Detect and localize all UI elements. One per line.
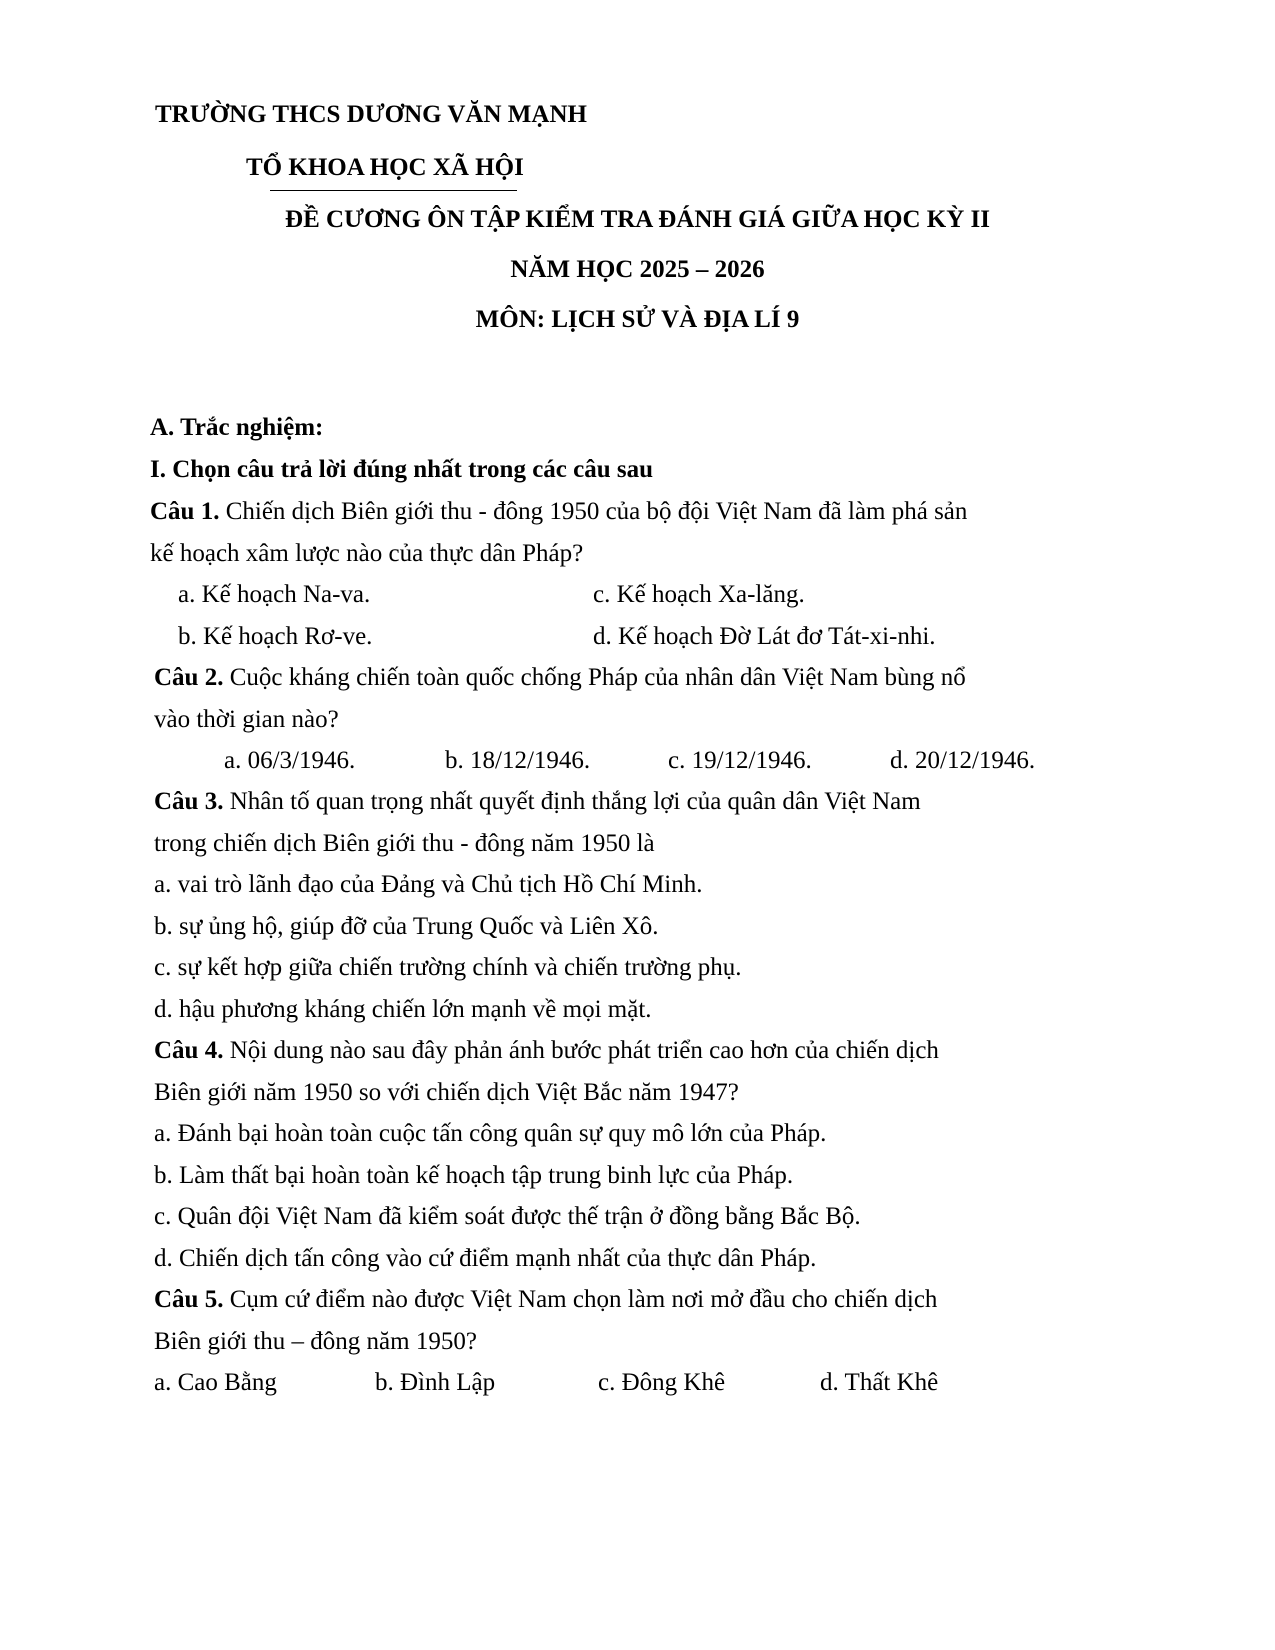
question-3-line-2: trong chiến dịch Biên giới thu - đông năm 1950 là <box>154 830 655 857</box>
question-5-option-d: d. Thất Khê <box>820 1369 939 1396</box>
question-5-option-a: a. Cao Bằng <box>154 1369 277 1396</box>
department-name: TỔ KHOA HỌC XÃ HỘI <box>246 154 524 181</box>
school-year: NĂM HỌC 2025 – 2026 <box>510 256 765 283</box>
question-5-option-c: c. Đông Khê <box>598 1369 726 1396</box>
department-underline <box>270 190 517 191</box>
question-4-line-2: Biên giới năm 1950 so với chiến dịch Việt Bắc năm 1947? <box>154 1079 739 1106</box>
question-1-option-a: a. Kế hoạch Na-va. <box>178 581 371 608</box>
question-3-option-c: c. sự kết hợp giữa chiến trường chính và chiến trường phụ. <box>154 954 742 981</box>
question-1-option-b: b. Kế hoạch Rơ-ve. <box>178 623 373 650</box>
school-name: TRƯỜNG THCS DƯƠNG VĂN MẠNH <box>155 101 587 128</box>
question-4-option-a: a. Đánh bại hoàn toàn cuộc tấn công quân sự quy mô lớn của Pháp. <box>154 1120 827 1147</box>
question-4-line-1 <box>154 1036 939 1066</box>
question-4-option-b: b. Làm thất bại hoàn toàn kế hoạch tập trung binh lực của Pháp. <box>154 1162 794 1189</box>
question-3-option-a: a. vai trò lãnh đạo của Đảng và Chủ tịch Hồ Chí Minh. <box>154 871 703 898</box>
question-5-option-b: b. Đình Lập <box>375 1369 496 1396</box>
question-2-label: Câu 2. <box>154 664 224 691</box>
question-2-option-a: a. 06/3/1946. <box>224 747 356 774</box>
subject-title: MÔN: LỊCH SỬ VÀ ĐỊA LÍ 9 <box>475 306 800 333</box>
section-subtitle: I. Chọn câu trả lời đúng nhất trong các câu sau <box>150 456 654 483</box>
question-4-option-c: c. Quân đội Việt Nam đã kiểm soát được thế trận ở đồng bằng Bắc Bộ. <box>154 1203 861 1230</box>
question-4-option-d: d. Chiến dịch tấn công vào cứ điểm mạnh nhất của thực dân Pháp. <box>154 1245 817 1272</box>
question-1-label: Câu 1. <box>150 498 220 525</box>
question-5-text: Cụm cứ điểm nào được Việt Nam chọn làm nơi mở đầu cho chiến dịch <box>223 1286 938 1313</box>
question-3-line-1 <box>154 787 921 817</box>
question-1-line-1 <box>150 497 967 527</box>
question-1-line-2: kế hoạch xâm lược nào của thực dân Pháp? <box>150 540 584 567</box>
question-5-line-2: Biên giới thu – đông năm 1950? <box>154 1328 477 1355</box>
question-3-option-d: d. hậu phương kháng chiến lớn mạnh về mọi mặt. <box>154 996 652 1023</box>
question-5-line-1 <box>154 1285 937 1315</box>
question-2-option-b: b. 18/12/1946. <box>445 747 591 774</box>
question-3-text: Nhân tố quan trọng nhất quyết định thắng lợi của quân dân Việt Nam <box>223 788 921 815</box>
question-2-option-d: d. 20/12/1946. <box>890 747 1036 774</box>
question-2-line-1 <box>154 663 966 693</box>
section-title: A. Trắc nghiệm: <box>150 414 324 441</box>
question-2-line-2: vào thời gian nào? <box>154 706 339 733</box>
question-2-option-c: c. 19/12/1946. <box>668 747 812 774</box>
document-title: ĐỀ CƯƠNG ÔN TẬP KIỂM TRA ĐÁNH GIÁ GIỮA HỌC KỲ II <box>285 206 990 233</box>
question-1-option-c: c. Kế hoạch Xa-lăng. <box>593 581 805 608</box>
question-1-option-d: d. Kế hoạch Đờ Lát đơ Tát-xi-nhi. <box>593 623 936 650</box>
question-3-label: Câu 3. <box>154 788 224 815</box>
question-3-option-b: b. sự ủng hộ, giúp đỡ của Trung Quốc và Liên Xô. <box>154 913 659 940</box>
question-5-label: Câu 5. <box>154 1286 224 1313</box>
question-2-text: Cuộc kháng chiến toàn quốc chống Pháp của nhân dân Việt Nam bùng nổ <box>223 664 966 691</box>
question-4-label: Câu 4. <box>154 1037 224 1064</box>
question-1-text: Chiến dịch Biên giới thu - đông 1950 của bộ đội Việt Nam đã làm phá sản <box>219 498 968 525</box>
question-4-text: Nội dung nào sau đây phản ánh bước phát triển cao hơn của chiến dịch <box>223 1037 939 1064</box>
